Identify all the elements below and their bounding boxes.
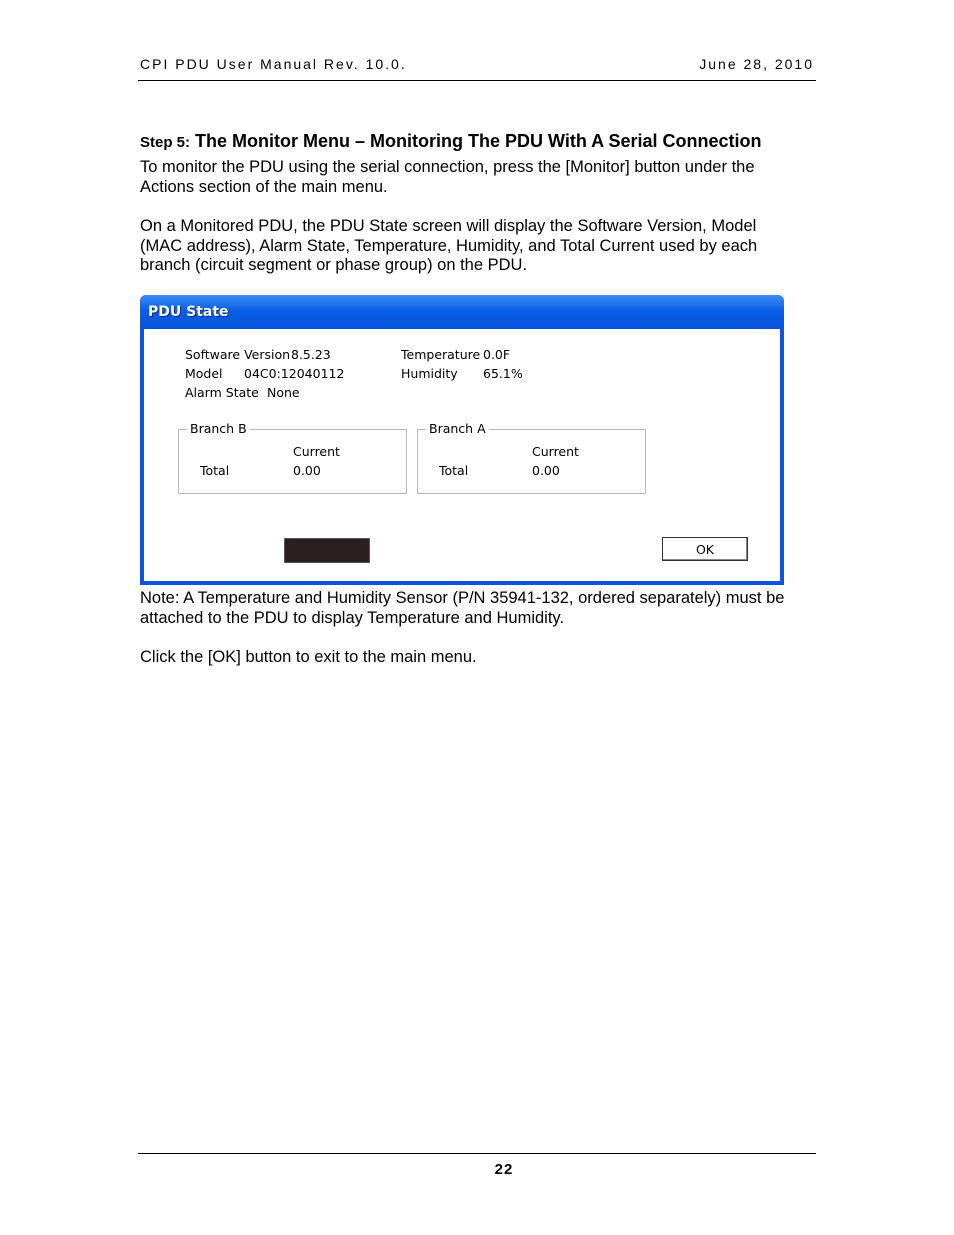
branch-b-legend: Branch B — [187, 421, 250, 436]
branch-a-total-label: Total — [439, 463, 469, 478]
sensor-note-paragraph: Note: A Temperature and Humidity Sensor (P/N 35941-132, ordered separately) must be attached to the PDU to display Temperature and Humidity. — [140, 589, 785, 627]
branch-a-group — [417, 421, 646, 494]
alarm-state-value: None — [267, 385, 300, 400]
branch-b-total-value: 0.00 — [293, 463, 321, 478]
header-rule — [138, 80, 816, 81]
branch-a-legend: Branch A — [426, 421, 489, 436]
branch-a-current-header: Current — [532, 444, 579, 459]
intro-paragraph: To monitor the PDU using the serial connection, press the [Monitor] button under the Actions section of the main menu. — [140, 158, 755, 196]
humidity-value: 65.1% — [483, 366, 523, 381]
pdu-state-dialog — [140, 295, 784, 585]
ok-instruction-paragraph: Click the [OK] button to exit to the main menu. — [140, 648, 477, 666]
temperature-label: Temperature — [401, 347, 481, 362]
step-title: The Monitor Menu – Monitoring The PDU With A Serial Connection — [195, 131, 762, 151]
branch-b-current-header: Current — [293, 444, 340, 459]
dialog-client-area — [144, 329, 780, 581]
header-date: June 28, 2010 — [699, 56, 814, 72]
dialog-title: PDU State — [148, 304, 229, 320]
alarm-state-label: Alarm State — [185, 385, 259, 400]
dialog-titlebar[interactable] — [140, 295, 784, 329]
humidity-label: Humidity — [401, 366, 458, 381]
temperature-value: 0.0F — [483, 347, 511, 362]
page-header — [140, 56, 814, 76]
branch-b-group — [178, 421, 407, 494]
step-prefix: Step 5: — [140, 134, 191, 151]
header-title: CPI PDU User Manual Rev. 10.0. — [140, 56, 407, 72]
software-version-label: Software Version — [185, 347, 291, 362]
description-paragraph: On a Monitored PDU, the PDU State screen will display the Software Version, Model (MAC address), Alarm State, Temperature, Humidity, and Total Current used by each branch (circuit segment or phase group) on the PDU. — [140, 217, 758, 274]
section-heading — [140, 131, 762, 152]
unlabeled-dark-button[interactable] — [284, 538, 370, 563]
ok-button[interactable]: OK — [662, 537, 748, 561]
page-number: 22 — [494, 1161, 514, 1178]
model-label: Model — [185, 366, 223, 381]
branch-b-total-label: Total — [200, 463, 230, 478]
software-version-value: 8.5.23 — [291, 347, 331, 362]
footer-rule — [138, 1153, 816, 1154]
model-value: 04C0:12040112 — [244, 366, 345, 381]
branch-a-total-value: 0.00 — [532, 463, 560, 478]
